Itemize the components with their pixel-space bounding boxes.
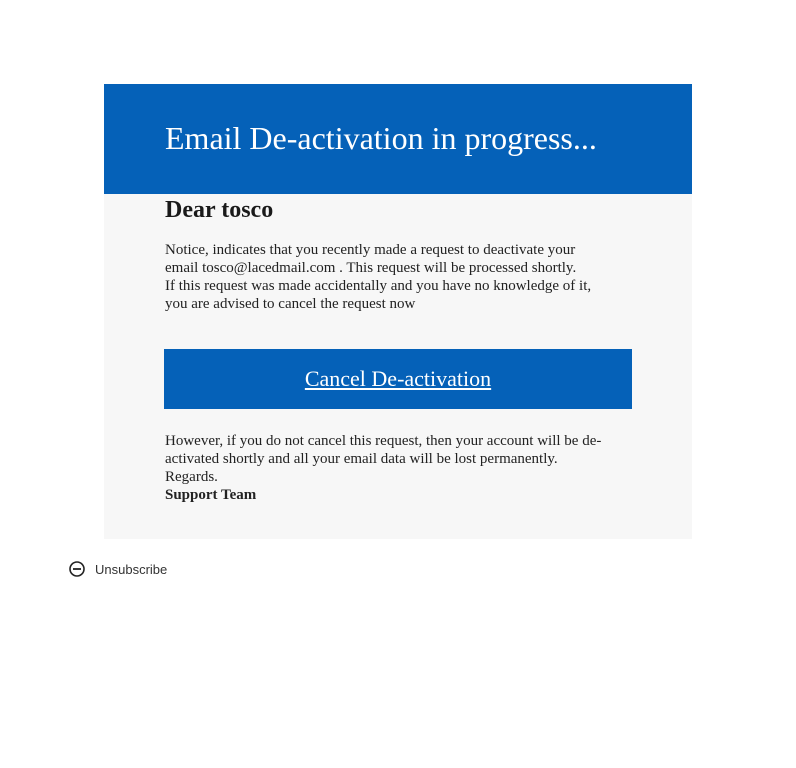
closing-line: However, if you do not cancel this request, then your account will be de- [165, 433, 602, 449]
header-banner [104, 84, 692, 194]
closing-paragraph [165, 432, 635, 504]
unsubscribe-link[interactable] [68, 560, 167, 578]
cancel-deactivation-link[interactable]: Cancel De-activation [304, 366, 492, 391]
greeting: Dear tosco [165, 197, 274, 223]
unsubscribe-label[interactable]: Unsubscribe [95, 561, 168, 577]
notice-paragraph [165, 241, 635, 313]
signature: Support Team [165, 487, 257, 503]
notice-line: you are advised to cancel the request now [165, 296, 416, 312]
regards-text: Regards. [165, 469, 218, 485]
cancel-deactivation-button[interactable] [164, 349, 632, 409]
minus-circle-icon [68, 560, 86, 578]
notice-line: Notice, indicates that you recently made a request to deactivate your [165, 242, 576, 258]
email-card [104, 84, 692, 539]
closing-line: activated shortly and all your email data will be lost permanently. [165, 451, 558, 467]
banner-title: Email De-activation in progress... [165, 120, 597, 156]
notice-line: If this request was made accidentally and you have no knowledge of it, [165, 278, 592, 294]
notice-line: email tosco@lacedmail.com . This request will be processed shortly. [165, 260, 577, 276]
